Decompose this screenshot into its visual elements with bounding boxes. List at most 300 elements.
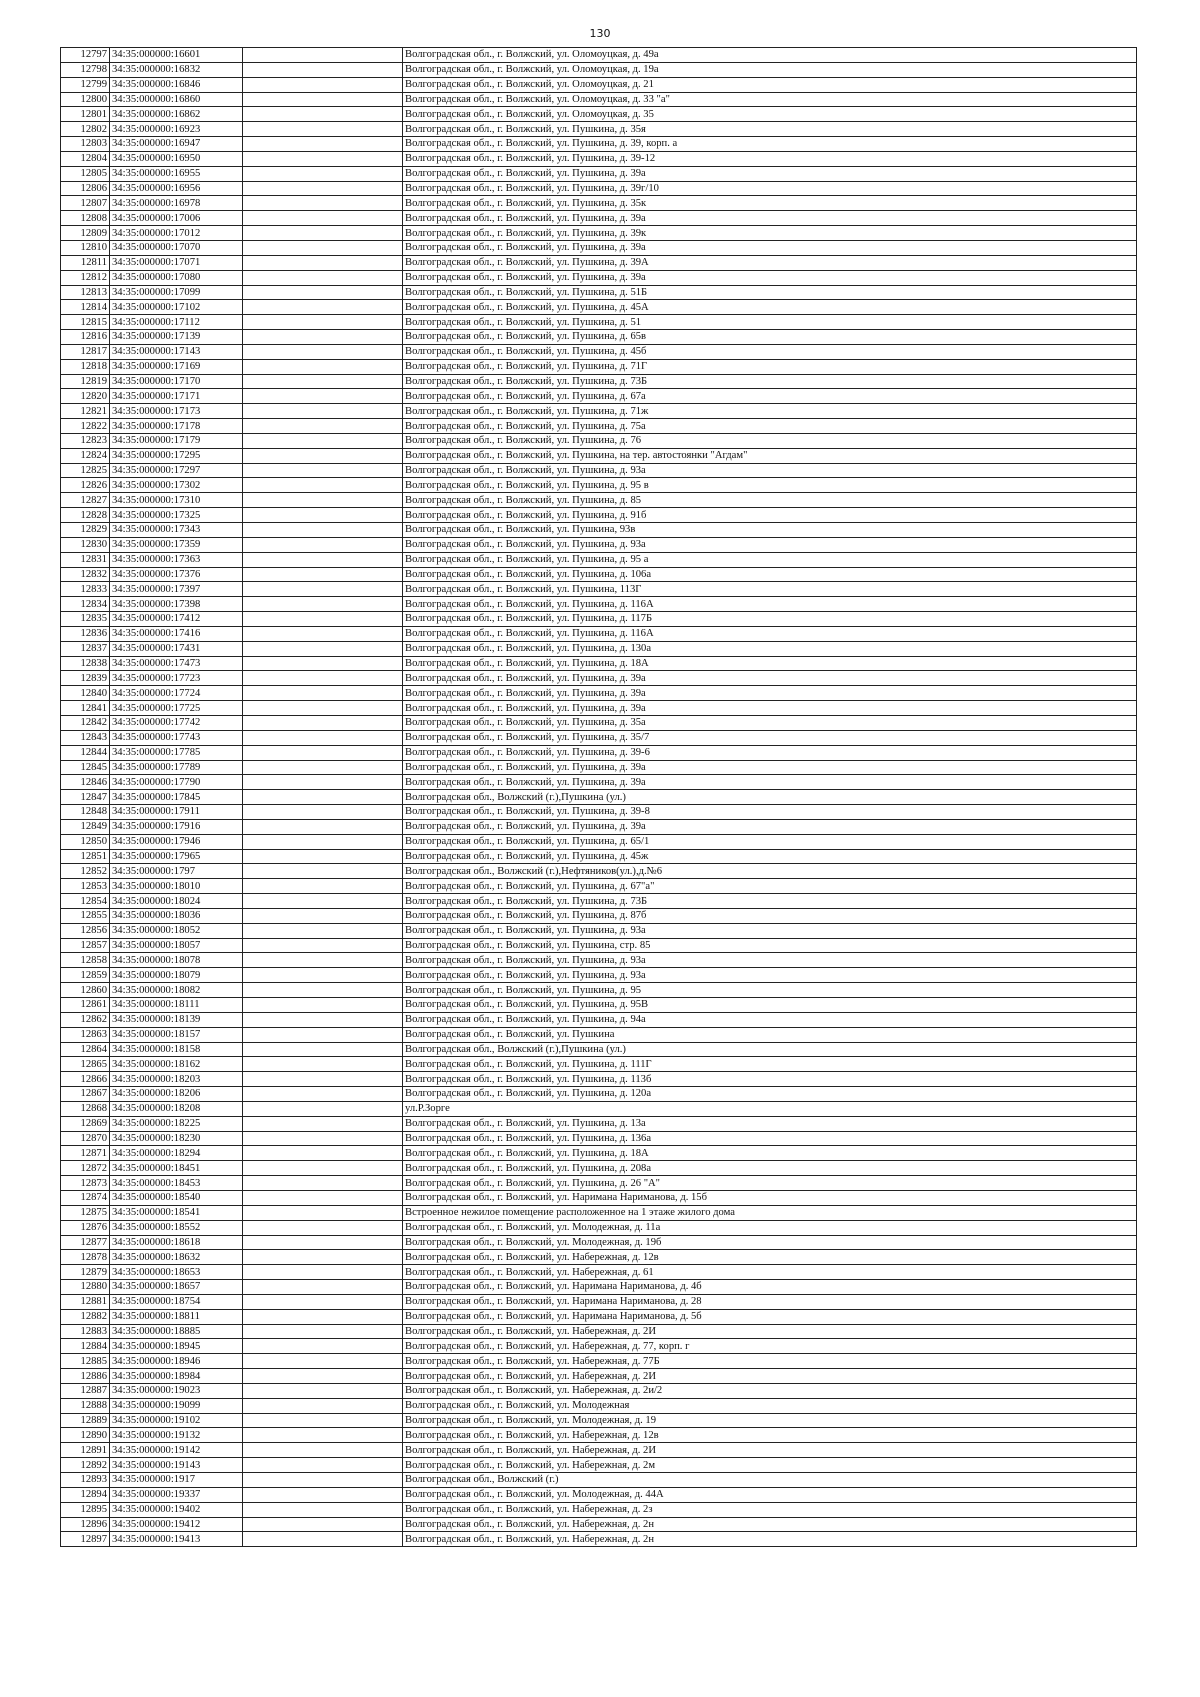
empty-cell <box>243 775 403 790</box>
cadastral-number: 34:35:000000:17725 <box>110 701 243 716</box>
table-row <box>61 359 1137 374</box>
table-row <box>61 834 1137 849</box>
empty-cell <box>243 656 403 671</box>
row-number: 12861 <box>61 998 110 1013</box>
address: Волгоградская обл., г. Волжский, ул. Молодежная <box>403 1398 1137 1413</box>
address: Волгоградская обл., г. Волжский, ул. Пушкина, д. 39а <box>403 775 1137 790</box>
empty-cell <box>243 1012 403 1027</box>
row-number: 12802 <box>61 122 110 137</box>
table-row <box>61 1012 1137 1027</box>
empty-cell <box>243 1265 403 1280</box>
cadastral-number: 34:35:000000:18024 <box>110 894 243 909</box>
empty-cell <box>243 1532 403 1547</box>
row-number: 12865 <box>61 1057 110 1072</box>
row-number: 12844 <box>61 745 110 760</box>
address: Волгоградская обл., г. Волжский, ул. Пушкина, д. 51Б <box>403 285 1137 300</box>
register-table-body <box>61 48 1137 1547</box>
cadastral-number: 34:35:000000:16923 <box>110 122 243 137</box>
row-number: 12833 <box>61 582 110 597</box>
address: Волгоградская обл., г. Волжский, ул. Пушкина, д. 35я <box>403 122 1137 137</box>
row-number: 12877 <box>61 1235 110 1250</box>
empty-cell <box>243 938 403 953</box>
table-row <box>61 1176 1137 1191</box>
cadastral-number: 34:35:000000:17173 <box>110 404 243 419</box>
table-row <box>61 493 1137 508</box>
cadastral-number: 34:35:000000:18945 <box>110 1339 243 1354</box>
address: Волгоградская обл., г. Волжский, ул. Набережная, д. 2И <box>403 1369 1137 1384</box>
empty-cell <box>243 1294 403 1309</box>
address: Волгоградская обл., г. Волжский, ул. Оломоуцкая, д. 33 "а" <box>403 92 1137 107</box>
row-number: 12826 <box>61 478 110 493</box>
address: Волгоградская обл., г. Волжский, ул. Пушкина, д. 93а <box>403 953 1137 968</box>
address: Волгоградская обл., г. Волжский, ул. Оломоуцкая, д. 35 <box>403 107 1137 122</box>
row-number: 12807 <box>61 196 110 211</box>
table-row <box>61 1265 1137 1280</box>
row-number: 12856 <box>61 923 110 938</box>
empty-cell <box>243 1131 403 1146</box>
cadastral-number: 34:35:000000:18111 <box>110 998 243 1013</box>
row-number: 12893 <box>61 1473 110 1488</box>
address: Волгоградская обл., г. Волжский, ул. Пушкина, 113Г <box>403 582 1137 597</box>
empty-cell <box>243 1205 403 1220</box>
cadastral-number: 34:35:000000:1797 <box>110 864 243 879</box>
table-row <box>61 523 1137 538</box>
row-number: 12847 <box>61 790 110 805</box>
address: Волгоградская обл., г. Волжский, ул. Пушкина, д. 39а <box>403 819 1137 834</box>
empty-cell <box>243 1324 403 1339</box>
empty-cell <box>243 1413 403 1428</box>
empty-cell <box>243 1101 403 1116</box>
empty-cell <box>243 1176 403 1191</box>
cadastral-number: 34:35:000000:18036 <box>110 908 243 923</box>
table-row <box>61 1205 1137 1220</box>
empty-cell <box>243 48 403 63</box>
address: Волгоградская обл., г. Волжский, ул. Молодежная, д. 19б <box>403 1235 1137 1250</box>
row-number: 12863 <box>61 1027 110 1042</box>
empty-cell <box>243 330 403 345</box>
empty-cell <box>243 240 403 255</box>
cadastral-number: 34:35:000000:18078 <box>110 953 243 968</box>
cadastral-number: 34:35:000000:17169 <box>110 359 243 374</box>
empty-cell <box>243 537 403 552</box>
cadastral-number: 34:35:000000:17170 <box>110 374 243 389</box>
address: Волгоградская обл., г. Волжский, ул. Пушкина, д. 130а <box>403 641 1137 656</box>
cadastral-number: 34:35:000000:19413 <box>110 1532 243 1547</box>
empty-cell <box>243 107 403 122</box>
address: Волгоградская обл., г. Волжский, ул. Пушкина, д. 45б <box>403 344 1137 359</box>
address: Волгоградская обл., г. Волжский, ул. Пушкина, д. 93а <box>403 463 1137 478</box>
address: Волгоградская обл., г. Волжский, ул. Набережная, д. 2И <box>403 1324 1137 1339</box>
address: Волгоградская обл., г. Волжский, ул. Пушкина, д. 95 <box>403 983 1137 998</box>
address: Волгоградская обл., г. Волжский, ул. Пушкина, д. 95В <box>403 998 1137 1013</box>
empty-cell <box>243 998 403 1013</box>
address: Волгоградская обл., г. Волжский, ул. Пушкина, д. 93а <box>403 923 1137 938</box>
cadastral-number: 34:35:000000:16601 <box>110 48 243 63</box>
address: Волгоградская обл., г. Волжский, ул. Набережная, д. 2з <box>403 1502 1137 1517</box>
cadastral-number: 34:35:000000:17398 <box>110 597 243 612</box>
cadastral-number: 34:35:000000:18225 <box>110 1116 243 1131</box>
cadastral-number: 34:35:000000:18208 <box>110 1101 243 1116</box>
empty-cell <box>243 433 403 448</box>
table-row <box>61 1487 1137 1502</box>
row-number: 12848 <box>61 805 110 820</box>
cadastral-number: 34:35:000000:17359 <box>110 537 243 552</box>
empty-cell <box>243 1339 403 1354</box>
cadastral-number: 34:35:000000:18618 <box>110 1235 243 1250</box>
empty-cell <box>243 77 403 92</box>
row-number: 12839 <box>61 671 110 686</box>
row-number: 12804 <box>61 151 110 166</box>
cadastral-number: 34:35:000000:18162 <box>110 1057 243 1072</box>
address: Волгоградская обл., г. Волжский, ул. Пушкина, д. 93а <box>403 968 1137 983</box>
cadastral-number: 34:35:000000:17325 <box>110 508 243 523</box>
address: Волгоградская обл., г. Волжский, ул. Пушкина, д. 93а <box>403 537 1137 552</box>
table-row <box>61 107 1137 122</box>
table-row <box>61 166 1137 181</box>
empty-cell <box>243 1443 403 1458</box>
table-row <box>61 730 1137 745</box>
row-number: 12879 <box>61 1265 110 1280</box>
table-row <box>61 240 1137 255</box>
table-row <box>61 1072 1137 1087</box>
row-number: 12871 <box>61 1146 110 1161</box>
table-row <box>61 537 1137 552</box>
row-number: 12885 <box>61 1354 110 1369</box>
empty-cell <box>243 923 403 938</box>
table-row <box>61 1250 1137 1265</box>
address: Волгоградская обл., г. Волжский, ул. Пушкина, на тер. автостоянки "Агдам" <box>403 448 1137 463</box>
empty-cell <box>243 894 403 909</box>
empty-cell <box>243 745 403 760</box>
empty-cell <box>243 715 403 730</box>
row-number: 12850 <box>61 834 110 849</box>
cadastral-number: 34:35:000000:17310 <box>110 493 243 508</box>
address: Волгоградская обл., г. Волжский, ул. Пушкина, д. 65/1 <box>403 834 1137 849</box>
cadastral-number: 34:35:000000:17070 <box>110 240 243 255</box>
row-number: 12834 <box>61 597 110 612</box>
table-row <box>61 715 1137 730</box>
table-row <box>61 612 1137 627</box>
cadastral-number: 34:35:000000:18552 <box>110 1220 243 1235</box>
address: Волгоградская обл., г. Волжский, ул. Оломоуцкая, д. 21 <box>403 77 1137 92</box>
address: Волгоградская обл., г. Волжский, ул. Пушкина, д. 39А <box>403 255 1137 270</box>
table-row <box>61 626 1137 641</box>
row-number: 12829 <box>61 523 110 538</box>
table-row <box>61 790 1137 805</box>
address: Волгоградская обл., г. Волжский, ул. Пушкина, д. 39а <box>403 166 1137 181</box>
empty-cell <box>243 849 403 864</box>
row-number: 12876 <box>61 1220 110 1235</box>
cadastral-number: 34:35:000000:18206 <box>110 1087 243 1102</box>
table-row <box>61 1161 1137 1176</box>
empty-cell <box>243 300 403 315</box>
empty-cell <box>243 374 403 389</box>
row-number: 12897 <box>61 1532 110 1547</box>
cadastral-number: 34:35:000000:17297 <box>110 463 243 478</box>
address: Волгоградская обл., г. Волжский, ул. Пушкина, стр. 85 <box>403 938 1137 953</box>
address: Волгоградская обл., г. Волжский, ул. Пушкина, д. 39, корп. а <box>403 137 1137 152</box>
row-number: 12817 <box>61 344 110 359</box>
table-row <box>61 181 1137 196</box>
address: Волгоградская обл., г. Волжский, ул. Молодежная, д. 44А <box>403 1487 1137 1502</box>
table-row <box>61 1413 1137 1428</box>
row-number: 12815 <box>61 315 110 330</box>
cadastral-number: 34:35:000000:19142 <box>110 1443 243 1458</box>
table-row <box>61 1057 1137 1072</box>
row-number: 12889 <box>61 1413 110 1428</box>
table-row <box>61 908 1137 923</box>
row-number: 12887 <box>61 1383 110 1398</box>
address: Волгоградская обл., г. Волжский, ул. Пушкина, д. 65в <box>403 330 1137 345</box>
table-row <box>61 344 1137 359</box>
row-number: 12888 <box>61 1398 110 1413</box>
table-row <box>61 849 1137 864</box>
table-row <box>61 389 1137 404</box>
table-row <box>61 122 1137 137</box>
table-row <box>61 1280 1137 1295</box>
address: Волгоградская обл., г. Волжский, ул. Пушкина, д. 13а <box>403 1116 1137 1131</box>
cadastral-number: 34:35:000000:19102 <box>110 1413 243 1428</box>
row-number: 12866 <box>61 1072 110 1087</box>
address: Волгоградская обл., г. Волжский, ул. Пушкина, д. 39а <box>403 211 1137 226</box>
cadastral-number: 34:35:000000:16947 <box>110 137 243 152</box>
table-row <box>61 404 1137 419</box>
empty-cell <box>243 211 403 226</box>
table-row <box>61 1131 1137 1146</box>
table-row <box>61 1443 1137 1458</box>
cadastral-number: 34:35:000000:17080 <box>110 270 243 285</box>
row-number: 12800 <box>61 92 110 107</box>
address: Волгоградская обл., г. Волжский, ул. Наримана Нариманова, д. 4б <box>403 1280 1137 1295</box>
table-row <box>61 433 1137 448</box>
empty-cell <box>243 1220 403 1235</box>
empty-cell <box>243 404 403 419</box>
address: Волгоградская обл., г. Волжский, ул. Пушкина, д. 75а <box>403 419 1137 434</box>
cadastral-number: 34:35:000000:17785 <box>110 745 243 760</box>
empty-cell <box>243 1517 403 1532</box>
row-number: 12822 <box>61 419 110 434</box>
row-number: 12859 <box>61 968 110 983</box>
empty-cell <box>243 953 403 968</box>
row-number: 12882 <box>61 1309 110 1324</box>
table-row <box>61 62 1137 77</box>
row-number: 12810 <box>61 240 110 255</box>
address: Волгоградская обл., г. Волжский, ул. Пушкина, д. 45А <box>403 300 1137 315</box>
address: Волгоградская обл., г. Волжский, ул. Пушкина, д. 76 <box>403 433 1137 448</box>
table-row <box>61 226 1137 241</box>
row-number: 12827 <box>61 493 110 508</box>
row-number: 12836 <box>61 626 110 641</box>
row-number: 12798 <box>61 62 110 77</box>
address: Волгоградская обл., Волжский (г.) <box>403 1473 1137 1488</box>
empty-cell <box>243 166 403 181</box>
address: Волгоградская обл., г. Волжский, ул. Пушкина, д. 71Г <box>403 359 1137 374</box>
row-number: 12891 <box>61 1443 110 1458</box>
cadastral-number: 34:35:000000:18057 <box>110 938 243 953</box>
cadastral-number: 34:35:000000:19099 <box>110 1398 243 1413</box>
empty-cell <box>243 790 403 805</box>
cadastral-number: 34:35:000000:18082 <box>110 983 243 998</box>
empty-cell <box>243 92 403 107</box>
table-row <box>61 671 1137 686</box>
address: Волгоградская обл., г. Волжский, ул. Пушкина, д. 35/7 <box>403 730 1137 745</box>
address: Волгоградская обл., г. Волжский, ул. Пушкина, 93в <box>403 523 1137 538</box>
empty-cell <box>243 805 403 820</box>
cadastral-number: 34:35:000000:17112 <box>110 315 243 330</box>
cadastral-number: 34:35:000000:18540 <box>110 1190 243 1205</box>
address: Волгоградская обл., г. Волжский, ул. Пушкина, д. 26 "А" <box>403 1176 1137 1191</box>
table-row <box>61 864 1137 879</box>
row-number: 12801 <box>61 107 110 122</box>
row-number: 12841 <box>61 701 110 716</box>
address: Волгоградская обл., г. Волжский, ул. Наримана Нариманова, д. 5б <box>403 1309 1137 1324</box>
empty-cell <box>243 1235 403 1250</box>
empty-cell <box>243 1309 403 1324</box>
row-number: 12860 <box>61 983 110 998</box>
table-row <box>61 330 1137 345</box>
empty-cell <box>243 226 403 241</box>
row-number: 12862 <box>61 1012 110 1027</box>
cadastral-number: 34:35:000000:18158 <box>110 1042 243 1057</box>
address: Волгоградская обл., г. Волжский, ул. Набережная, д. 61 <box>403 1265 1137 1280</box>
table-row <box>61 745 1137 760</box>
address: Волгоградская обл., г. Волжский, ул. Пушкина, д. 95 в <box>403 478 1137 493</box>
empty-cell <box>243 419 403 434</box>
table-row <box>61 1473 1137 1488</box>
cadastral-number: 34:35:000000:17789 <box>110 760 243 775</box>
row-number: 12849 <box>61 819 110 834</box>
cadastral-number: 34:35:000000:18230 <box>110 1131 243 1146</box>
table-row <box>61 1532 1137 1547</box>
address: Волгоградская обл., г. Волжский, ул. Пушкина, д. 85 <box>403 493 1137 508</box>
cadastral-number: 34:35:000000:16956 <box>110 181 243 196</box>
cadastral-number: 34:35:000000:19132 <box>110 1428 243 1443</box>
address: Волгоградская обл., г. Волжский, ул. Пушкина, д. 39-12 <box>403 151 1137 166</box>
address: Волгоградская обл., Волжский (г.),Нефтяников(ул.),д.№6 <box>403 864 1137 879</box>
cadastral-number: 34:35:000000:17006 <box>110 211 243 226</box>
table-row <box>61 374 1137 389</box>
row-number: 12835 <box>61 612 110 627</box>
row-number: 12886 <box>61 1369 110 1384</box>
empty-cell <box>243 359 403 374</box>
empty-cell <box>243 1502 403 1517</box>
address: Волгоградская обл., г. Волжский, ул. Наримана Нариманова, д. 28 <box>403 1294 1137 1309</box>
cadastral-number: 34:35:000000:17946 <box>110 834 243 849</box>
address: Волгоградская обл., г. Волжский, ул. Молодежная, д. 11а <box>403 1220 1137 1235</box>
cadastral-number: 34:35:000000:17473 <box>110 656 243 671</box>
empty-cell <box>243 270 403 285</box>
row-number: 12805 <box>61 166 110 181</box>
table-row <box>61 478 1137 493</box>
address: Волгоградская обл., г. Волжский, ул. Пушкина, д. 91б <box>403 508 1137 523</box>
address: Волгоградская обл., г. Волжский, ул. Пушкина, д. 106а <box>403 567 1137 582</box>
row-number: 12799 <box>61 77 110 92</box>
cadastral-number: 34:35:000000:17343 <box>110 523 243 538</box>
empty-cell <box>243 62 403 77</box>
table-row <box>61 1235 1137 1250</box>
address: Волгоградская обл., г. Волжский, ул. Пушкина, д. 111Г <box>403 1057 1137 1072</box>
address: Волгоградская обл., г. Волжский, ул. Пушкина, д. 136а <box>403 1131 1137 1146</box>
row-number: 12867 <box>61 1087 110 1102</box>
row-number: 12894 <box>61 1487 110 1502</box>
row-number: 12845 <box>61 760 110 775</box>
address: Волгоградская обл., г. Волжский, ул. Набережная, д. 2н <box>403 1517 1137 1532</box>
empty-cell <box>243 448 403 463</box>
table-row <box>61 686 1137 701</box>
empty-cell <box>243 122 403 137</box>
cadastral-number: 34:35:000000:18079 <box>110 968 243 983</box>
empty-cell <box>243 315 403 330</box>
address: Волгоградская обл., г. Волжский, ул. Пушкина, д. 39-6 <box>403 745 1137 760</box>
cadastral-number: 34:35:000000:17012 <box>110 226 243 241</box>
empty-cell <box>243 1087 403 1102</box>
table-row <box>61 775 1137 790</box>
address: Волгоградская обл., г. Волжский, ул. Пушкина, д. 113б <box>403 1072 1137 1087</box>
row-number: 12890 <box>61 1428 110 1443</box>
cadastral-number: 34:35:000000:18203 <box>110 1072 243 1087</box>
address: Волгоградская обл., г. Волжский, ул. Пушкина, д. 39г/10 <box>403 181 1137 196</box>
empty-cell <box>243 285 403 300</box>
row-number: 12816 <box>61 330 110 345</box>
row-number: 12895 <box>61 1502 110 1517</box>
cadastral-number: 34:35:000000:17916 <box>110 819 243 834</box>
empty-cell <box>243 1190 403 1205</box>
row-number: 12813 <box>61 285 110 300</box>
cadastral-number: 34:35:000000:19412 <box>110 1517 243 1532</box>
address: Волгоградская обл., г. Волжский, ул. Оломоуцкая, д. 19а <box>403 62 1137 77</box>
empty-cell <box>243 1458 403 1473</box>
empty-cell <box>243 1473 403 1488</box>
address: Волгоградская обл., г. Волжский, ул. Набережная, д. 2м <box>403 1458 1137 1473</box>
cadastral-number: 34:35:000000:16978 <box>110 196 243 211</box>
table-row <box>61 656 1137 671</box>
empty-cell <box>243 597 403 612</box>
row-number: 12864 <box>61 1042 110 1057</box>
table-row <box>61 1458 1137 1473</box>
cadastral-number: 34:35:000000:17965 <box>110 849 243 864</box>
cadastral-number: 34:35:000000:17302 <box>110 478 243 493</box>
table-row <box>61 1101 1137 1116</box>
table-row <box>61 1220 1137 1235</box>
address: Волгоградская обл., г. Волжский, ул. Пушкина, д. 208а <box>403 1161 1137 1176</box>
empty-cell <box>243 908 403 923</box>
cadastral-number: 34:35:000000:17743 <box>110 730 243 745</box>
address: Волгоградская обл., г. Волжский, ул. Пушкина, д. 116А <box>403 626 1137 641</box>
address: Волгоградская обл., г. Волжский, ул. Пушкина, д. 39к <box>403 226 1137 241</box>
cadastral-number: 34:35:000000:18052 <box>110 923 243 938</box>
address: Волгоградская обл., г. Волжский, ул. Пушкина, д. 39а <box>403 270 1137 285</box>
empty-cell <box>243 730 403 745</box>
table-row <box>61 597 1137 612</box>
row-number: 12825 <box>61 463 110 478</box>
table-row <box>61 419 1137 434</box>
cadastral-number: 34:35:000000:16950 <box>110 151 243 166</box>
address: Волгоградская обл., г. Волжский, ул. Пушкина, д. 18А <box>403 1146 1137 1161</box>
table-row <box>61 953 1137 968</box>
empty-cell <box>243 552 403 567</box>
row-number: 12818 <box>61 359 110 374</box>
address: Волгоградская обл., г. Волжский, ул. Пушкина, д. 35а <box>403 715 1137 730</box>
address: Волгоградская обл., г. Волжский, ул. Пушкина, д. 67"а" <box>403 879 1137 894</box>
row-number: 12809 <box>61 226 110 241</box>
cadastral-number: 34:35:000000:17143 <box>110 344 243 359</box>
empty-cell <box>243 1072 403 1087</box>
row-number: 12874 <box>61 1190 110 1205</box>
address: Встроенное нежилое помещение расположенное на 1 этаже жилого дома <box>403 1205 1137 1220</box>
empty-cell <box>243 493 403 508</box>
row-number: 12843 <box>61 730 110 745</box>
row-number: 12896 <box>61 1517 110 1532</box>
